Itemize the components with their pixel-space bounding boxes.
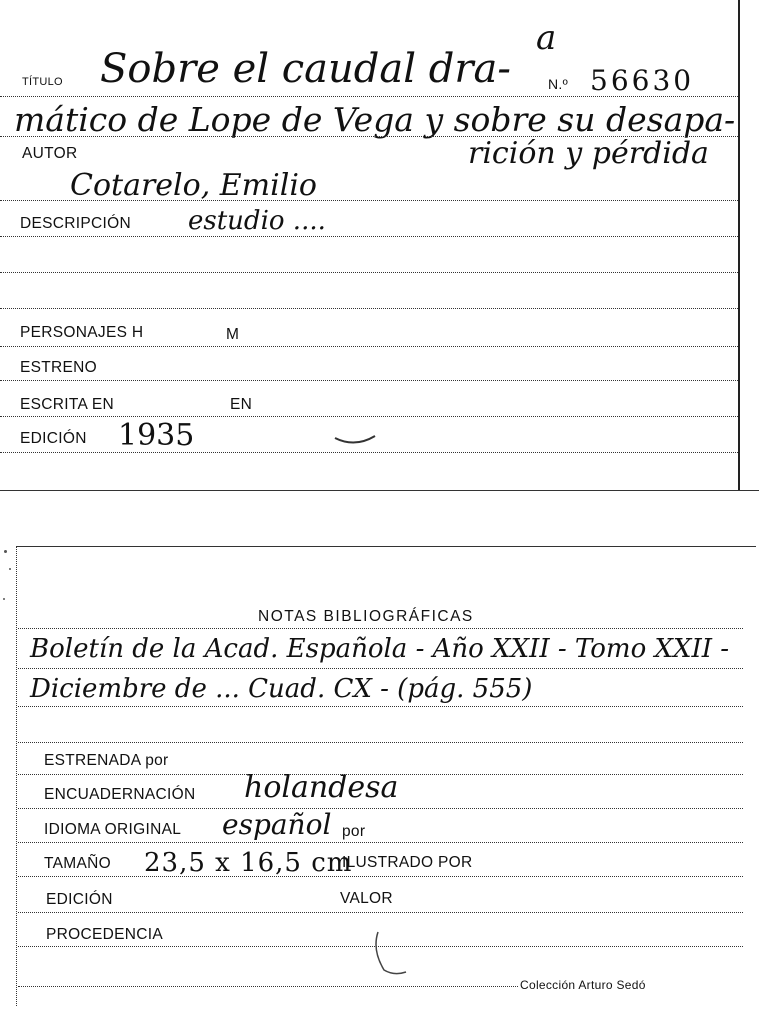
titulo-value-line3: rición y pérdida: [468, 136, 709, 171]
notas-rule-2: [18, 668, 743, 669]
numero-label: N.º: [548, 76, 569, 92]
card-left-border: [16, 546, 17, 1006]
escrita-rule: [0, 416, 738, 417]
autor-label: AUTOR: [22, 145, 78, 162]
titulo-value-line1: Sobre el caudal dra-: [100, 46, 511, 92]
encuadernacion-rule: [18, 808, 743, 809]
estrenada-label: ESTRENADA por: [44, 752, 169, 769]
descripcion-label: DESCRIPCIÓN: [20, 215, 131, 232]
blank-rule-2: [0, 308, 738, 309]
edicion-value: 1935: [118, 418, 195, 453]
personajes-rule: [0, 346, 738, 347]
collection-footer: Colección Arturo Sedó: [520, 978, 646, 992]
punch-hole-mark: [330, 420, 380, 450]
card-bottom-edge: [0, 490, 759, 491]
scan-speck: [9, 568, 11, 570]
footer-rule: [18, 986, 518, 987]
edicion2-label: EDICIÓN: [46, 891, 113, 908]
notas-rule-3: [18, 706, 743, 707]
ilustrado-label: ILUSTRADO POR: [342, 854, 473, 871]
titulo-label: TÍTULO: [22, 76, 63, 88]
edicion2-rule: [18, 912, 743, 913]
numero-value: 56630: [590, 64, 695, 97]
notas-bibliograficas-label: NOTAS BIBLIOGRÁFICAS: [258, 608, 474, 625]
estreno-label: ESTRENO: [20, 359, 98, 376]
catalog-card-top: [0, 0, 759, 500]
tamano-label: TAMAÑO: [44, 855, 111, 872]
autor-value: Cotarelo, Emilio: [70, 168, 317, 203]
notas-value-line1: Boletín de la Acad. Española - Año XXII - Tomo XXII -: [30, 634, 730, 664]
scan-speck: [4, 550, 7, 553]
idioma-label: IDIOMA ORIGINAL: [44, 821, 182, 838]
edicion-rule: [0, 452, 738, 453]
blank-rule-1: [0, 272, 738, 273]
card-right-border: [738, 0, 740, 490]
personajes-label: PERSONAJES H: [20, 324, 144, 341]
scan-speck: [3, 598, 5, 600]
notas-rule: [18, 628, 743, 629]
catalog-card-bottom: [0, 528, 759, 1028]
escrita-en-en-label: EN: [230, 396, 253, 413]
titulo-rule: [0, 96, 738, 97]
card-top-edge: [16, 546, 756, 547]
notas-rule-4: [18, 742, 743, 743]
encuadernacion-value: holandesa: [244, 770, 399, 805]
estreno-rule: [0, 380, 738, 381]
tamano-value: 23,5 x 16,5 cm: [144, 848, 353, 878]
descripcion-value: estudio ....: [188, 206, 326, 236]
edicion-label: EDICIÓN: [20, 430, 87, 447]
procedencia-label: PROCEDENCIA: [46, 926, 163, 943]
personajes-m-label: M: [226, 326, 240, 343]
tamano-rule: [18, 876, 743, 877]
punch-hole-mark: [372, 928, 422, 978]
valor-label: VALOR: [340, 890, 393, 907]
titulo-value-line2: mático de Lope de Vega y sobre su desapa-: [14, 100, 736, 139]
idioma-por-label: por: [342, 823, 366, 840]
encuadernacion-label: ENCUADERNACIÓN: [44, 786, 196, 803]
idioma-value: español: [222, 808, 332, 841]
notas-value-line2: Diciembre de ... Cuad. CX - (pág. 555): [30, 674, 533, 704]
autor-rule: [0, 200, 738, 201]
idioma-rule: [18, 842, 743, 843]
titulo-superscript: a: [536, 18, 557, 58]
escrita-en-label: ESCRITA EN: [20, 396, 115, 413]
descripcion-rule: [0, 236, 738, 237]
